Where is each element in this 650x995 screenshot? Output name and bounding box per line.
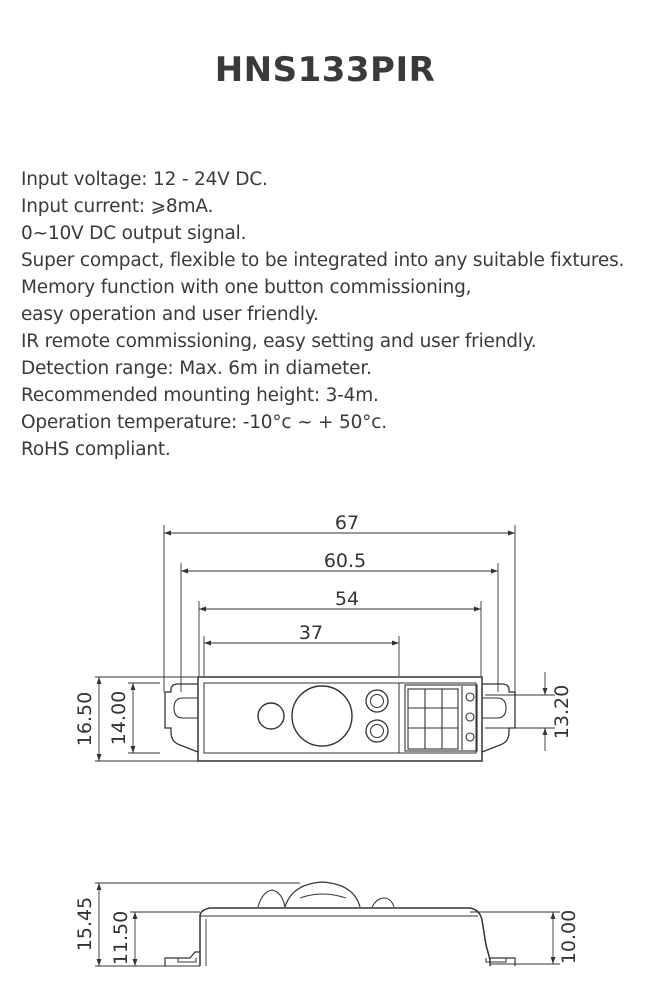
dim-label-10-00: 10.00 — [558, 909, 580, 965]
dim-label-11-50: 11.50 — [110, 910, 132, 966]
spec-output-signal: 0~10V DC output signal. — [21, 223, 247, 244]
spec-input-current: Input current: ⩾8mA. — [21, 196, 214, 217]
spec-operation-temperature: Operation temperature: -10°c ~ + 50°c. — [21, 412, 387, 433]
indicator-top — [366, 690, 388, 712]
dim-label-67: 67 — [334, 512, 360, 534]
spec-mounting-height: Recommended mounting height: 3-4m. — [21, 385, 379, 406]
spec-memory-function: Memory function with one button commissioning, — [21, 277, 472, 298]
spec-compact: Super compact, flexible to be integrated into any suitable fixtures. — [21, 250, 625, 271]
indicator-bottom — [366, 720, 388, 742]
terminal-block — [405, 685, 477, 751]
sensor-body-side — [200, 908, 490, 966]
spec-rohs: RoHS compliant. — [21, 439, 171, 460]
sensor-body — [198, 677, 482, 761]
dim-label-37: 37 — [298, 622, 324, 644]
spec-input-voltage: Input voltage: 12 - 24V DC. — [21, 169, 268, 190]
dim-label-13-20: 13.20 — [551, 684, 573, 740]
dim-label-16-50: 16.50 — [74, 691, 96, 747]
side-view — [95, 882, 560, 966]
spec-easy-operation: easy operation and user friendly. — [21, 304, 319, 325]
ir-receiver — [258, 703, 284, 729]
base-flange-left — [165, 952, 200, 966]
dim-label-60-5: 60.5 — [323, 550, 367, 572]
spec-ir-remote: IR remote commissioning, easy setting and user friendly. — [21, 331, 537, 352]
dim-label-14-00: 14.00 — [108, 690, 130, 746]
pir-lens — [292, 686, 352, 746]
spec-detection-range: Detection range: Max. 6m in diameter. — [21, 358, 372, 379]
dim-label-54: 54 — [334, 588, 360, 610]
dim-label-15-45: 15.45 — [74, 896, 96, 952]
pir-dome-side — [285, 882, 360, 907]
page-title: HNS133PIR — [214, 50, 436, 90]
